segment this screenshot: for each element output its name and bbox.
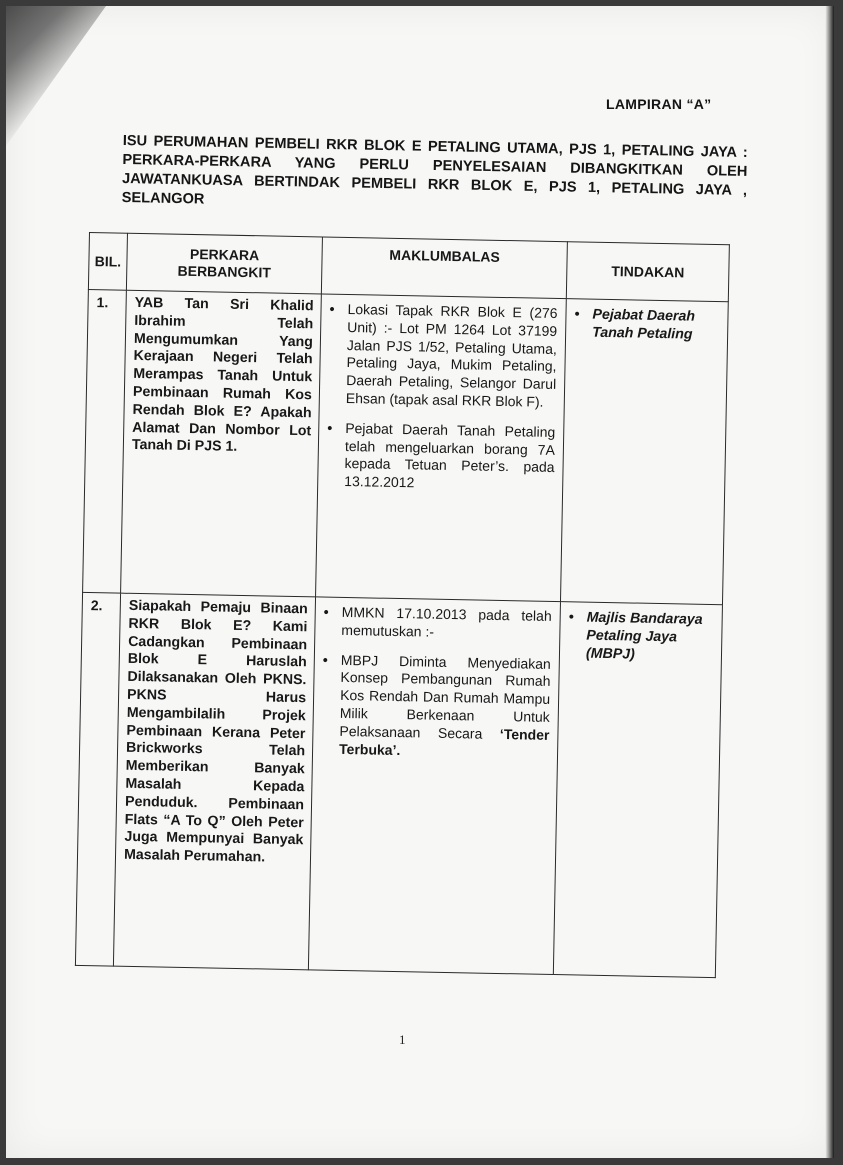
header-perkara-label: PERKARA BERBANGKIT (177, 245, 272, 281)
feedback-item (323, 604, 552, 644)
header-perkara (126, 233, 322, 294)
bullet-icon: • (323, 603, 329, 620)
page-number: 1 (399, 1032, 406, 1047)
header-tindakan: TINDAKAN (566, 242, 729, 302)
row-number: 2. (75, 592, 120, 966)
row-feedback (316, 294, 567, 602)
row-action (560, 299, 728, 605)
feedback-item (326, 419, 555, 495)
feedback-item (328, 301, 558, 412)
document-page (6, 6, 834, 1158)
table-row (75, 592, 722, 977)
feedback-item-body: MBPJ Diminta Menyediakan Konsep Pembangunan Rumah Kos Rendah Dan Rumah Mampu Milik Berkenaan Untuk Pelaksanaan Secara (339, 651, 551, 742)
action-item (568, 608, 716, 665)
header-maklumbalas: MAKLUMBALAS (321, 237, 567, 299)
feedback-item (321, 651, 551, 762)
bullet-icon: • (329, 300, 335, 317)
feedback-item-emphasis: ‘Tender Terbuka’. (338, 725, 550, 758)
issues-table-wrapper (75, 232, 729, 978)
row-issue-text: Siapakah Pemaju Binaan RKR Blok E? Kami Cadangkan Pembinaan Blok E Haruslah Dilaksanakan Oleh PKNS. PKNS Harus Mengambilalih Projek Pembinaan Kerana Peter Brickworks Telah Memberikan Banyak Masalah Kepada Penduduk. Pembinaan Flats “A To Q” Oleh Peter Juga Mempunyai Banyak Masalah Perumahan. (113, 593, 315, 970)
action-item-text: Pejabat Daerah Tanah Petaling (592, 306, 696, 343)
bullet-icon: • (327, 419, 333, 436)
row-issue-text: YAB Tan Sri Khalid Ibrahim Telah Mengumumkan Yang Kerajaan Negeri Telah Merampas Tanah Untuk Pembinaan Rumah Kos Rendah Blok E? Apakah Alamat Dan Nombor Lot Tanah Di PJS 1. (121, 290, 322, 597)
header-bil: BIL. (88, 233, 127, 291)
appendix-label: LAMPIRAN “A” (606, 96, 712, 112)
feedback-item-text: MMKN 17.10.2013 pada telah memutuskan :- (341, 603, 552, 640)
feedback-item-text (339, 652, 551, 763)
feedback-item-text: Pejabat Daerah Tanah Petaling telah mengeluarkan borang 7A kepada Tetuan Peter’s. pada 13.12.2012 (344, 419, 556, 491)
action-item-text: Majlis Bandaraya Petaling Jaya (MBPJ) (585, 609, 703, 663)
row-action (553, 602, 722, 978)
bullet-icon: • (322, 651, 328, 668)
action-item (574, 305, 722, 344)
row-feedback (308, 597, 560, 975)
document-heading: ISU PERUMAHAN PEMBELI RKR BLOK E PETALING UTAMA, PJS 1, PETALING JAYA : PERKARA-PERKARA YANG PERLU PENYELESAIAN DIBANGKITKAN OLEH JAWATANKUASA BERTINDAK PEMBELI RKR BLOK E, PJS 1, PETALING JAYA , SELANGOR (121, 132, 748, 208)
table-row (83, 289, 729, 604)
folded-corner (6, 6, 106, 146)
issues-table (75, 232, 730, 978)
bullet-icon: • (568, 609, 574, 626)
row-number: 1. (83, 289, 127, 593)
bullet-icon: • (574, 306, 580, 323)
feedback-item-text: Lokasi Tapak RKR Blok E (276 Unit) :- Lot PM 1264 Lot 37199 Jalan PJS 1/52, Petaling Utama, Petaling Jaya, Mukim Petaling, Daerah Petaling, Selangor Darul Ehsan (tapak asal RKR Blok F). (345, 300, 558, 410)
page-edge-shadow (825, 6, 834, 1158)
